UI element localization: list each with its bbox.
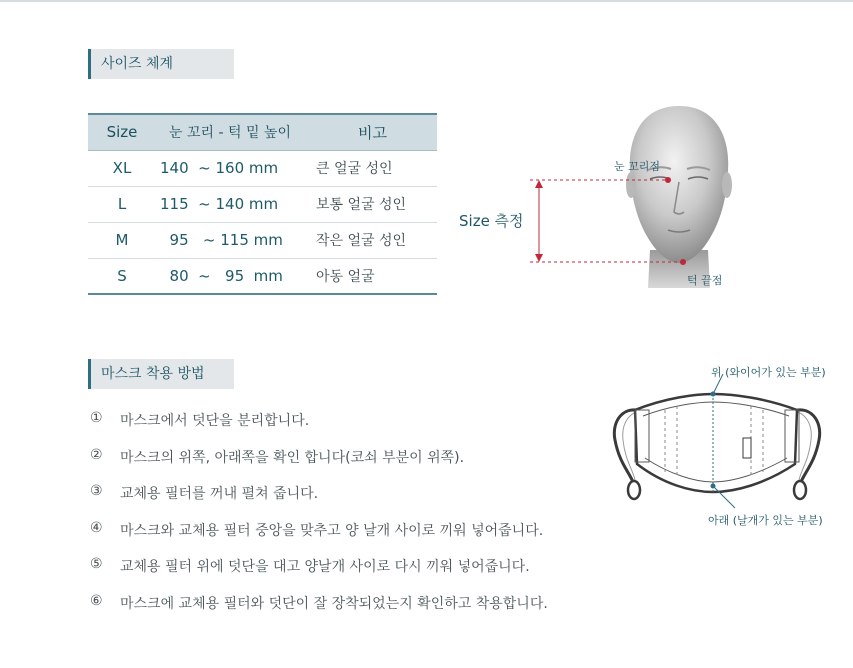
size-measure-label: Size 측정 [459,212,524,230]
top-divider [0,0,853,2]
step-text: 교체용 필터를 꺼내 펼쳐 줍니다. [120,486,319,502]
section-title-how-to-wear: 마스크 착용 방법 [88,359,234,389]
section-title-size: 사이즈 체계 [88,49,234,79]
note-cell: 작은 얼굴 성인 [308,222,437,258]
step-number: ⑤ [90,556,103,572]
mask-illustration [605,360,853,530]
table-row [88,258,437,294]
mask-top-label: 위 (와이어가 있는 부분) [711,366,826,379]
size-table [88,113,437,295]
step-number: ② [90,446,103,463]
range-cell: 80 ~ 95 mm [152,258,308,294]
right-loop-stopper [794,481,806,499]
chin-point [680,259,686,265]
note-cell: 보통 얼굴 성인 [308,186,437,222]
size-header: Size [88,114,152,150]
size-cell: S [88,258,152,294]
range-cell: 115 ~ 140 mm [152,186,308,222]
table-row [88,186,437,222]
list-item [90,410,548,447]
step-text: 마스크에 교체용 필터와 덧단이 잘 장착되었는지 확인하고 착용합니다. [120,595,548,612]
list-item [90,593,548,630]
eye-point [665,177,671,183]
step-number: ① [90,410,103,426]
size-cell: M [88,222,152,258]
left-ear [626,172,636,198]
step-text: 마스크의 위쪽, 아래쪽을 확인 합니다(코쇠 부분이 위쪽). [120,449,465,466]
chin-point-label: 턱 끝점 [687,274,723,287]
height-header: 눈 꼬리 - 턱 밑 높이 [152,114,308,150]
range-cell: 95 ~ 115 mm [152,222,308,258]
table-row [88,222,437,258]
list-item [90,447,548,484]
step-text: 마스크에서 덧단을 분리합니다. [120,413,310,429]
list-item [90,556,548,593]
face-illustration [450,100,750,300]
note-cell: 아동 얼굴 [308,258,437,294]
note-header: 비고 [308,114,437,150]
step-text: 교체용 필터 위에 덧단을 대고 양날개 사이로 다시 끼워 넣어줍니다. [120,559,530,575]
note-cell: 큰 얼굴 성인 [308,150,437,186]
right-ear [722,172,732,198]
step-text: 마스크와 교체용 필터 중앙을 맞추고 양 날개 사이로 끼워 넣어줍니다. [120,522,544,539]
size-table-header [88,114,437,150]
step-number: ④ [90,519,103,536]
table-row [88,150,437,186]
size-cell: L [88,186,152,222]
step-number: ③ [90,483,103,499]
range-cell: 140 ~ 160 mm [152,150,308,186]
list-item [90,520,548,557]
eye-point-label: 눈 꼬리점 [614,160,661,173]
mask-bottom-label: 아래 (날개가 있는 부분) [708,514,823,527]
left-loop-stopper [628,481,640,499]
mask-body [635,394,797,492]
step-number: ⑥ [90,592,103,609]
size-cell: XL [88,150,152,186]
steps-list [90,410,548,629]
list-item [90,483,548,520]
